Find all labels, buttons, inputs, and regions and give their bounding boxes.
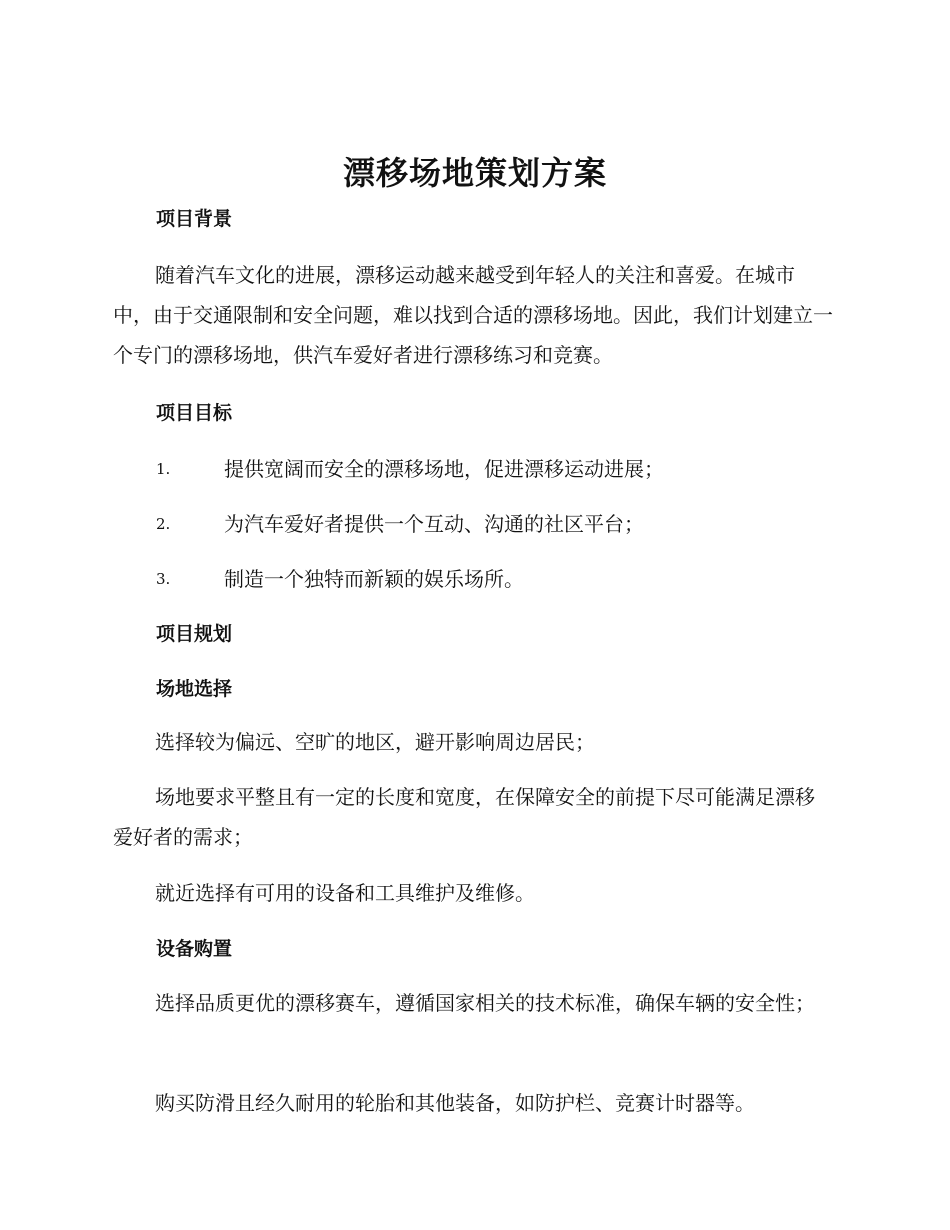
- list-number: 1.: [156, 460, 171, 478]
- site-paragraph: 选择较为偏远、空旷的地区，避开影响周边居民；: [155, 730, 595, 754]
- section-heading-site: 场地选择: [156, 678, 233, 700]
- site-paragraph: 场地要求平整且有一定的长度和宽度，在保障安全的前提下尽可能满足漂移爱好者的需求；: [113, 785, 815, 849]
- document-title: 漂移场地策划方案: [342, 154, 607, 192]
- list-number: 2.: [156, 515, 171, 533]
- list-text: 制造一个独特而新颖的娱乐场所。: [224, 567, 524, 591]
- equipment-paragraph: 购买防滑且经久耐用的轮胎和其他装备，如防护栏、竞赛计时器等。: [155, 1091, 755, 1115]
- section-heading-equipment: 设备购置: [156, 938, 233, 960]
- equipment-paragraph: 选择品质更优的漂移赛车，遵循国家相关的技术标准，确保车辆的安全性；: [155, 991, 815, 1015]
- section-heading-goals: 项目目标: [156, 402, 233, 424]
- site-paragraph: 就近选择有可用的设备和工具维护及维修。: [155, 881, 535, 905]
- background-paragraph: 随着汽车文化的进展，漂移运动越来越受到年轻人的关注和喜爱。在城市中，由于交通限制和安全问题，难以找到合适的漂移场地。因此，我们计划建立一个专门的漂移场地，供汽车爱好者进行漂移练习和竞赛。: [113, 263, 833, 367]
- list-text: 提供宽阔而安全的漂移场地，促进漂移运动进展；: [224, 457, 664, 481]
- section-heading-background: 项目背景: [156, 208, 233, 230]
- list-number: 3.: [156, 570, 171, 588]
- section-heading-planning: 项目规划: [156, 623, 233, 645]
- list-text: 为汽车爱好者提供一个互动、沟通的社区平台；: [224, 512, 644, 536]
